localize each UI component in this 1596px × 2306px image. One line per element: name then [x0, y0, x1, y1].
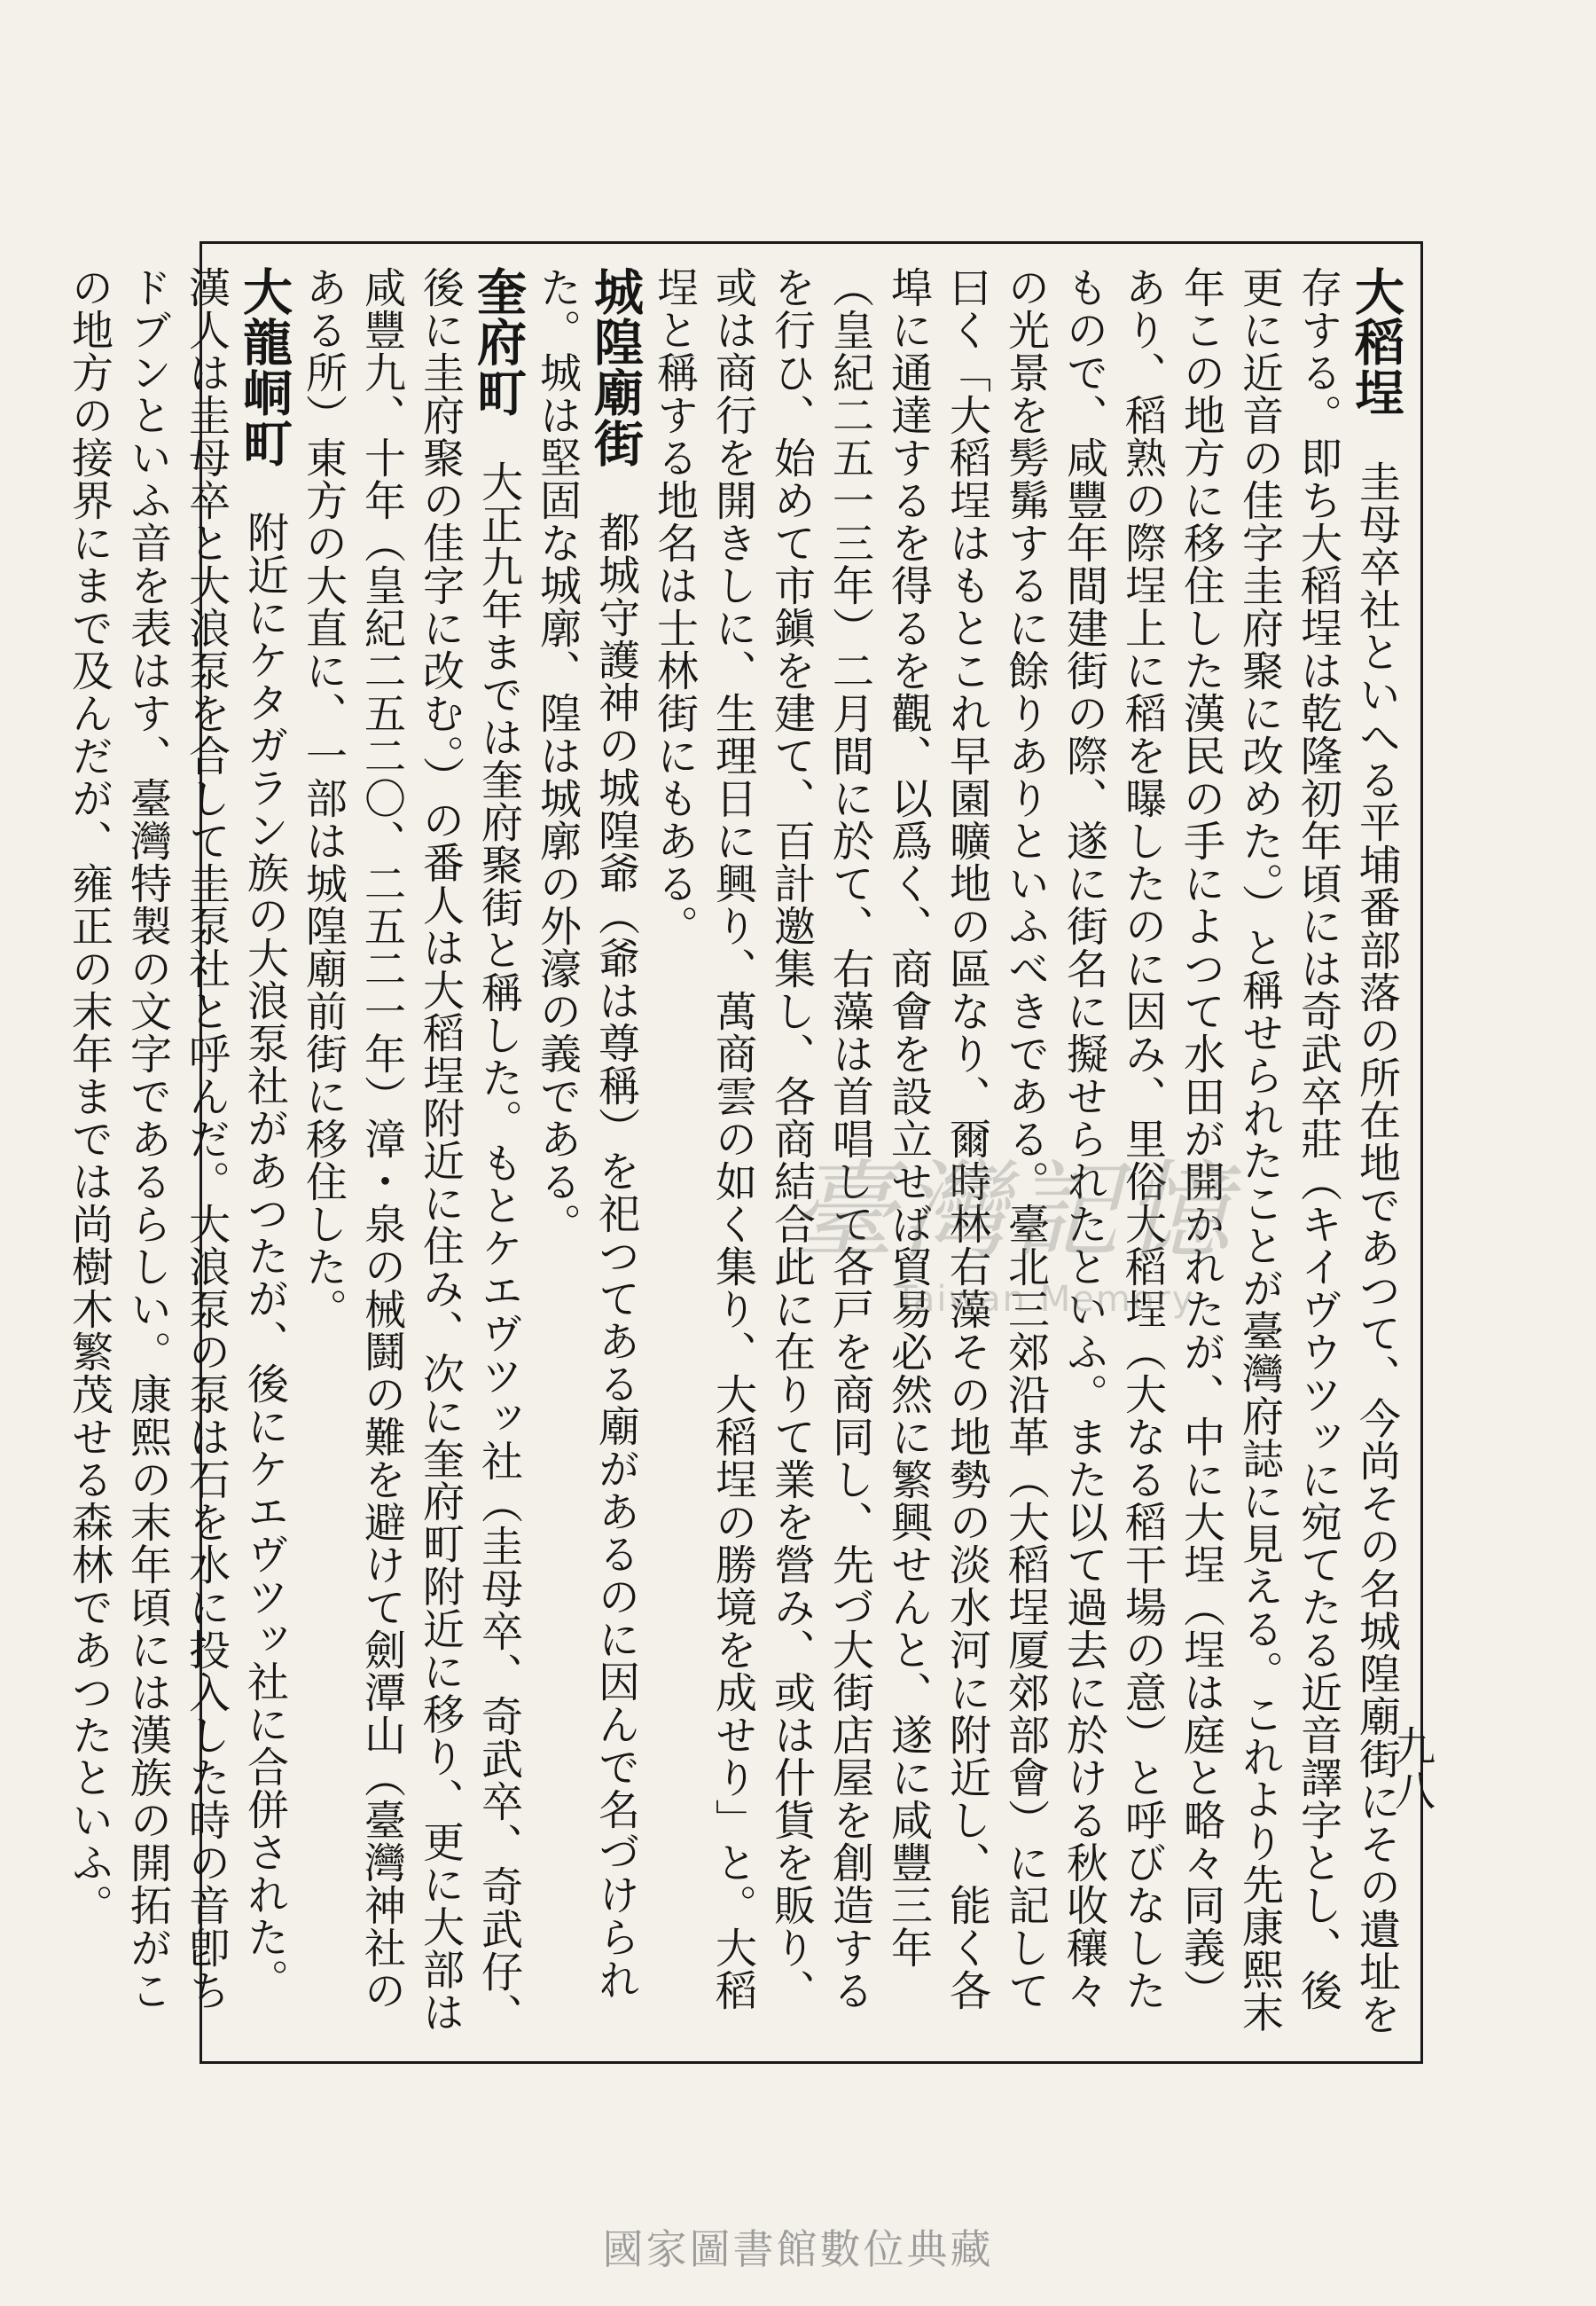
section-kuifu — [293, 266, 528, 2040]
section-heading: 大稻埕 — [1347, 266, 1405, 418]
section-text: 圭母卒社といへる平埔番部落の所在地であつて、今尚その名城隍廟街にその遺址を存する。即ち大稻埕は乾隆初年頃には奇武卒莊（キイヴウツッに宛てたる近音譯字とし、後更に近音の佳字圭府聚に改めた。）と稱せられたことが臺灣府誌に見える。これより先康熙末年この地方に移住した漢民の手によつて水田が開かれたが、中に大埕（埕は庭と略々同義）あり、稻熟の際埕上に稻を曝したのに因み、里俗大稻埕（大なる稻干場の意）と呼びなしたもので、咸豐年間建街の際、遂に街名に擬せられたといふ。また以て過去に於ける秋收穰々の光景を髣髴するに餘りありといふべきである。臺北三郊沿革（大稻埕厦郊部會）に記して曰く「大稻埕はもとこれ早園曠地の區なり、爾時林右藻その地勢の淡水河に附近し、能く各埠に通達するを得るを觀、以爲く、商會を設立せば貿易必然に繁興せんと、遂に咸豐三年（皇紀二五一三年）二月間に於て、右藻は首唱して各戸を商同し、先づ大街店屋を創造するを行ひ、始めて市鎭を建て、百計邀集し、各商結合此に在りて業を營み、或は什貨を販り、或は商行を開きしに、生理日に興り、萬商雲の如く集り、大稻埕の勝境を成せり」と。大稻埕と稱する地名は士林街にもある。 — [650, 266, 1401, 2035]
section-text: 附近にケタガラン族の大浪泵社があつたが、後にケエヴツッ社に合併された。漢人は圭母卒と大浪泵を合して圭泵社と呼んだ。大浪泵の泵は石を水に投入した時の音卽ちドブンといふ音を表はす、臺灣特製の文字であるらしい。康熙の末年頃には漢族の開拓がこの地方の接界にまで及んだが、雍正の末年までは尚樹木繁茂せる森林であつたといふ。 — [65, 266, 289, 2012]
body-text — [65, 266, 1405, 2040]
section-daodaocheng — [645, 266, 1405, 2040]
section-heading: 大龍峒町 — [235, 266, 293, 468]
section-heading: 城隍廟街 — [586, 266, 645, 468]
section-heading: 奎府町 — [469, 266, 528, 418]
watermark-en: Taiwan Memory — [896, 1279, 1195, 1320]
watermark-cjk: 臺灣記憶 — [789, 1150, 1236, 1274]
section-dalongtong — [59, 266, 293, 2040]
section-text: 都城守護神の城隍爺（爺は尊稱）を祀つてある廟があるのに因んで名づけられた。城は堅固な城廓、隍は城廓の外濠の義である。 — [533, 266, 640, 2001]
footer-collection-label: 國家圖書館數位典藏 — [602, 2225, 994, 2273]
page-number: 九八 — [1389, 1725, 1436, 1814]
section-chenghuangmiao — [528, 266, 645, 2040]
section-text: 大正九年までは奎府聚街と稱した。もとケエヴツッ社（圭母卒、奇武卒、奇武仔、後に圭府聚の佳字に改む。）の番人は大稻埕附近に住み、次に奎府町附近に移り、更に大部は咸豐九、十年（皇紀二五二〇、二五二一年）漳・泉の械鬪の難を避けて劍潭山（臺灣神社のある所）東方の大直に、一部は城隍廟前街に移住した。 — [299, 266, 523, 2035]
